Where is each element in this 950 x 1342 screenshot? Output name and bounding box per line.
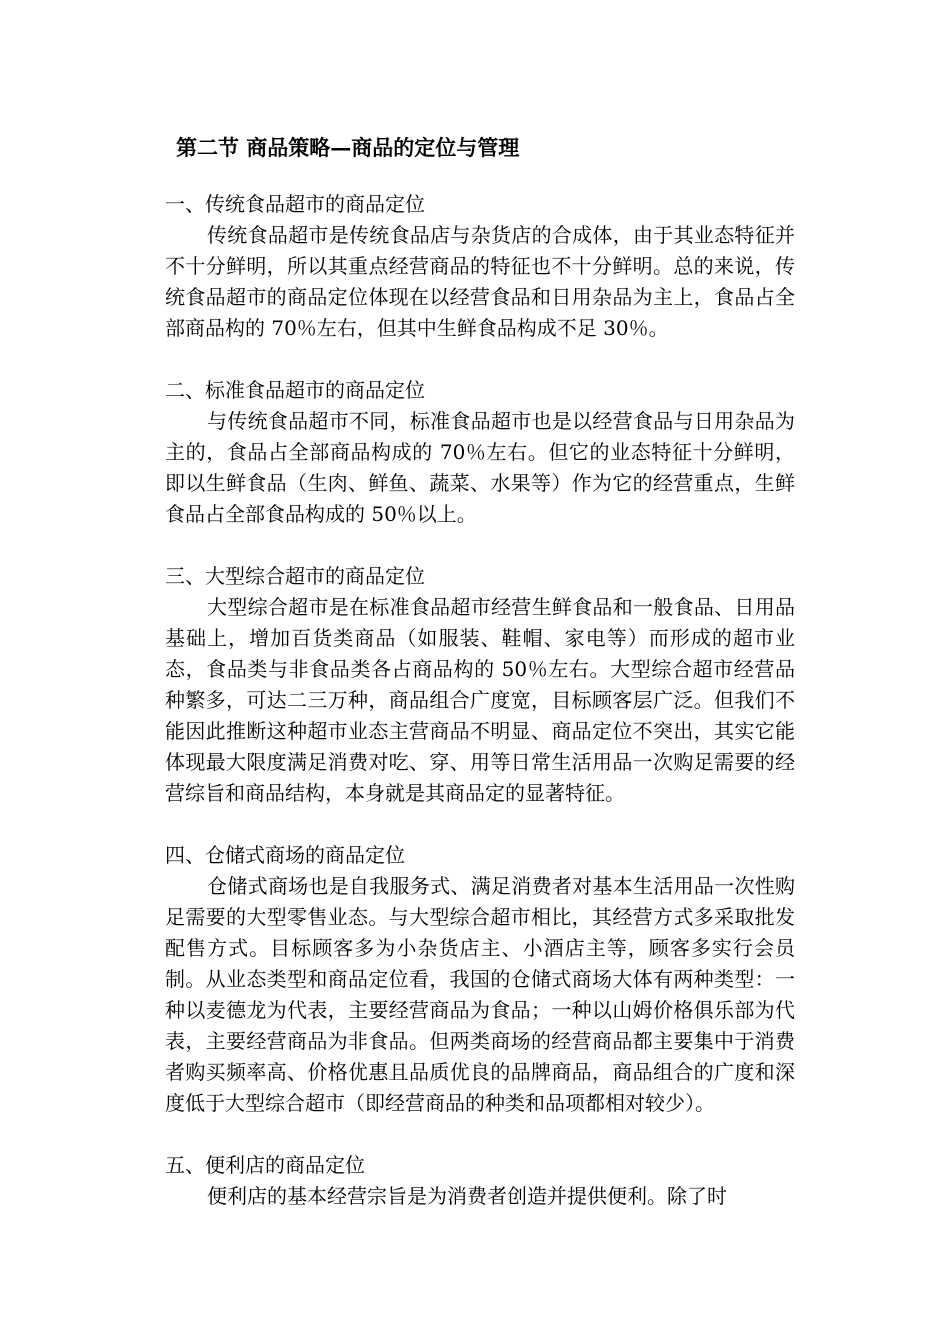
page-title: 第二节 商品策略—商品的定位与管理 (176, 135, 520, 160)
section-hypermarket (165, 561, 795, 809)
section-convenience-store (165, 1150, 795, 1212)
section-paragraph: 大型综合超市是在标准食品超市经营生鲜食品和一般食品、日用品基础上，增加百货类商品（如服装、鞋帽、家电等）而形成的超市业态，食品类与非食品类各占商品构的 50％左右。大型综合超市经营品种繁多，可达二三万种，商品组合广度宽，目标顾客层广泛。但我们不能因此推断这种超市业态主营商品不明显、商品定位不突出，其实它能体现最大限度满足消费对吃、穿、用等日常生活用品一次购足需要的经营综旨和商品结构，本身就是其商品定的显著特征。 (165, 595, 795, 805)
section-heading: 一、传统食品超市的商品定位 (165, 192, 425, 216)
section-heading: 五、便利店的商品定位 (165, 1153, 365, 1177)
section-heading: 三、大型综合超市的商品定位 (165, 564, 425, 588)
section-standard-food-supermarket (165, 375, 795, 530)
section-paragraph: 传统食品超市是传统食品店与杂货店的合成体，由于其业态特征并不十分鲜明，所以其重点经营商品的特征也不十分鲜明。总的来说，传统食品超市的商品定位体现在以经营食品和日用杂品为主上，食品占全部商品构的 70％左右，但其中生鲜食品构成不足 30％。 (165, 223, 795, 340)
section-warehouse-store (165, 840, 795, 1119)
section-paragraph: 便利店的基本经营宗旨是为消费者创造并提供便利。除了时 (207, 1184, 727, 1208)
section-paragraph: 仓储式商场也是自我服务式、满足消费者对基本生活用品一次性购足需要的大型零售业态。与大型综合超市相比，其经营方式多采取批发配售方式。目标顾客多为小杂货店主、小酒店主等，顾客多实行会员制。从业态类型和商品定位看，我国的仓储式商场大体有两种类型：一种以麦德龙为代表，主要经营商品为食品；一种以山姆价格俱乐部为代表，主要经营商品为非食品。但两类商场的经营商品都主要集中于消费者购买频率高、价格优惠且品质优良的品牌商品，商品组合的广度和深度低于大型综合超市（即经营商品的种类和品项都相对较少）。 (165, 874, 795, 1115)
section-traditional-food-supermarket (165, 189, 795, 344)
document-body (165, 189, 795, 1243)
section-paragraph: 与传统食品超市不同，标准食品超市也是以经营食品与日用杂品为主的，食品占全部商品构成的 70％左右。但它的业态特征十分鲜明，即以生鲜食品（生肉、鲜鱼、蔬菜、水果等）作为它的经营重点，生鲜食品占全部食品构成的 50％以上。 (165, 409, 795, 526)
section-heading: 四、仓储式商场的商品定位 (165, 843, 405, 867)
section-heading: 二、标准食品超市的商品定位 (165, 378, 425, 402)
